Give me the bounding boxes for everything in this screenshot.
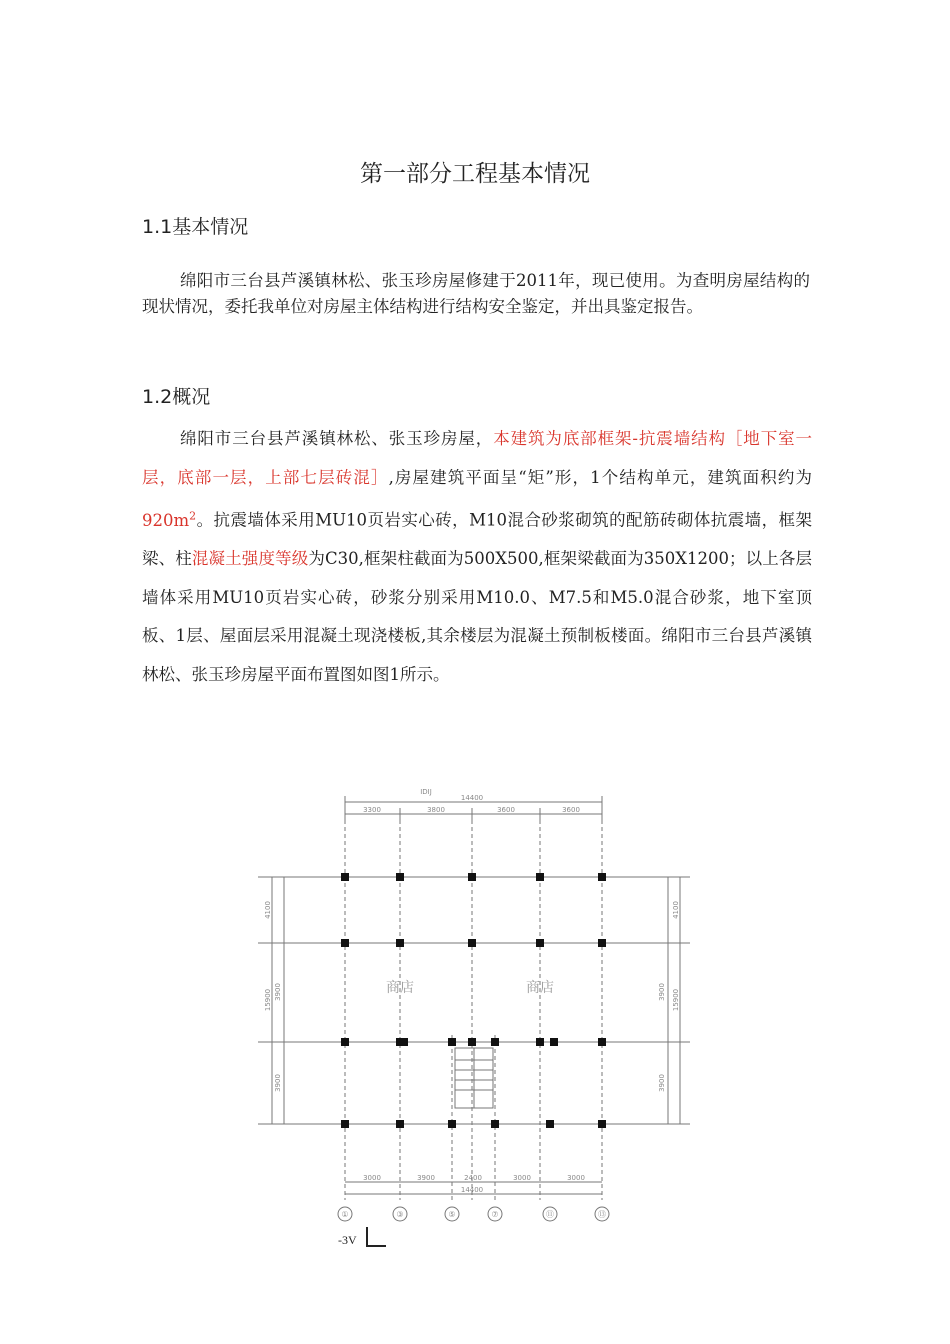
overview-structure-type: 本建筑为底部框架-抗震墙结构［地下室一层，底部一层，上部七层砖混］	[142, 429, 813, 487]
paragraph-overview	[142, 420, 812, 694]
figure-bottom-dim: 3900	[417, 1174, 435, 1182]
figure-top-label: IDIJ	[420, 788, 432, 796]
figure-right-dim: 3900	[658, 983, 666, 1001]
overview-text-g: 为C30,框架柱截面为500X500,框架梁截面为350X1200；以上各层墙体采用MU10页岩实心砖，砂浆分别采用M10.0、M7.5和M5.0混合砂浆，地下室顶板、1层、屋面层采用混凝土现浇楼板,其余楼层为混凝土预制板楼面。绵阳市三台县芦溪镇林松、张玉珍房屋平面布置图如图1所示。	[142, 549, 813, 684]
figure-axis-label: ⑬	[598, 1210, 606, 1219]
figure-right-total: 15900	[672, 988, 680, 1012]
figure-bottom-dim: 3000	[513, 1174, 531, 1182]
floor-plan-figure	[250, 780, 690, 1225]
figure-right-dim: 3900	[658, 1074, 666, 1092]
overview-concrete-grade: 混凝土强度等级	[191, 549, 309, 568]
paragraph-basic-info: 绵阳市三台县芦溪镇林松、张玉珍房屋修建于2011年，现已使用。为查明房屋结构的现状情况，委托我单位对房屋主体结构进行结构安全鉴定，并出具鉴定报告。	[142, 271, 810, 316]
figure-top-total: 14400	[460, 794, 484, 802]
figure-axis-label: ①	[341, 1210, 349, 1219]
figure-top-dim: 3600	[497, 806, 515, 814]
overview-area-sup: 2	[189, 509, 197, 522]
figure-top-dim: 3800	[427, 806, 445, 814]
figure-room-label: 商店	[526, 980, 554, 996]
figure-room-label: 商店	[386, 980, 414, 996]
page-title: 第一部分工程基本情况	[360, 161, 590, 187]
overview-text-c: ,房屋建筑平面呈“矩”形，1个结构单元，建筑面积约为	[388, 467, 812, 487]
overview-text-a: 绵阳市三台县芦溪镇林松、张玉珍房屋，	[180, 429, 494, 448]
figure-left-dim: 3900	[274, 983, 282, 1001]
figure-bottom-dim: 2400	[464, 1174, 482, 1182]
figure-axis-label: ③	[396, 1210, 404, 1219]
overview-text-e: 。抗震墙体采用MU10页岩实心砖，M10混合砂浆砌筑的配筋砖砌体抗震墙，框架梁、柱	[142, 510, 812, 568]
figure-axis-label: ⑦	[491, 1210, 499, 1219]
figure-bottom-total: 14400	[460, 1186, 484, 1194]
figure-left-dim: 4100	[264, 901, 272, 919]
figure-axis-label: ⑤	[448, 1210, 456, 1219]
overview-area-value: 920m	[142, 510, 190, 530]
figure-caption: -3V	[338, 1233, 357, 1247]
section-heading-1-2: 1.2概况	[142, 386, 211, 408]
figure-top-dim: 3600	[562, 806, 580, 814]
section-heading-1-1: 1.1基本情况	[142, 216, 249, 238]
figure-bottom-dim: 3000	[363, 1174, 381, 1182]
overview-area	[142, 511, 196, 530]
figure-axis-label: ⑪	[546, 1210, 554, 1219]
figure-top-dim: 3300	[363, 806, 381, 814]
corner-mark	[366, 1227, 386, 1247]
figure-left-total: 15900	[264, 988, 272, 1012]
figure-bottom-dim: 3000	[567, 1174, 585, 1182]
figure-right-dim: 4100	[672, 901, 680, 919]
figure-left-dim: 3900	[274, 1074, 282, 1092]
